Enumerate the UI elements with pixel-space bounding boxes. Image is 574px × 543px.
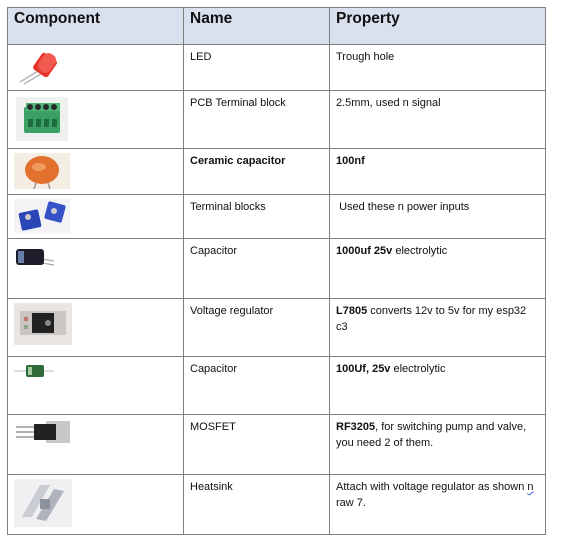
component-name-cell: LED [184,45,330,91]
property-text: , for switching pump and valve, you need 2 of them. [336,421,530,449]
small-capacitor-icon [14,361,54,386]
component-property-cell [330,239,546,299]
component-image-cell [8,357,184,415]
component-image-cell [8,475,184,535]
property-text: electrolytic [390,363,446,375]
component-image-cell [8,91,184,149]
property-text: 1000uf 25v [336,245,393,257]
property-text: raw 7. [336,481,537,509]
property-text: electrolytic [392,245,448,257]
table-row [8,239,546,299]
property-text: Trough hole [336,51,395,63]
component-name-cell: Voltage regulator [184,299,330,357]
table-row [8,195,546,239]
table-row [8,45,546,91]
table-row [8,91,546,149]
component-table [7,7,546,535]
component-name-cell: MOSFET [184,415,330,475]
blue-terminal-block-icon [14,199,70,238]
component-name-cell: Ceramic capacitor [184,149,330,195]
component-name-cell: Terminal blocks [184,195,330,239]
component-property-cell [330,357,546,415]
red-led-icon [14,49,66,90]
electrolytic-capacitor-icon [14,243,54,274]
mosfet-icon [14,419,74,450]
component-image-cell [8,149,184,195]
component-name-cell: PCB Terminal block [184,91,330,149]
component-property-cell [330,415,546,475]
property-text: converts 12v to 5v for my esp32 c3 [336,305,530,333]
table-row [8,299,546,357]
component-name-cell: Heatsink [184,475,330,535]
component-image-cell [8,415,184,475]
component-name-cell: Capacitor [184,239,330,299]
component-name-cell: Capacitor [184,357,330,415]
property-text: RF3205 [336,421,376,433]
table-row [8,149,546,195]
component-image-cell [8,45,184,91]
component-image-cell [8,299,184,357]
header-component: Component [8,8,184,45]
header-property: Property [330,8,546,45]
component-property-cell [330,299,546,357]
voltage-regulator-icon [14,303,72,350]
component-property-cell [330,475,546,535]
green-terminal-block-icon [14,95,70,148]
table-row [8,415,546,475]
component-property-cell [330,195,546,239]
property-text: L7805 [336,305,368,317]
component-property-cell [330,149,546,195]
header-row [8,8,546,45]
property-text: Used these n power inputs [336,201,470,213]
property-text: n [527,481,534,493]
component-property-cell [330,45,546,91]
property-text: 2.5mm, used n signal [336,97,441,109]
component-image-cell [8,239,184,299]
ceramic-capacitor-icon [14,153,70,194]
property-text: Attach with voltage regulator as shown [336,481,528,493]
table-row [8,357,546,415]
property-text: 100nf [336,155,365,167]
heatsink-icon [14,479,72,532]
component-property-cell [330,91,546,149]
table-row [8,475,546,535]
component-image-cell [8,195,184,239]
header-name: Name [184,8,330,45]
property-text: 100Uf, 25v [336,363,391,375]
